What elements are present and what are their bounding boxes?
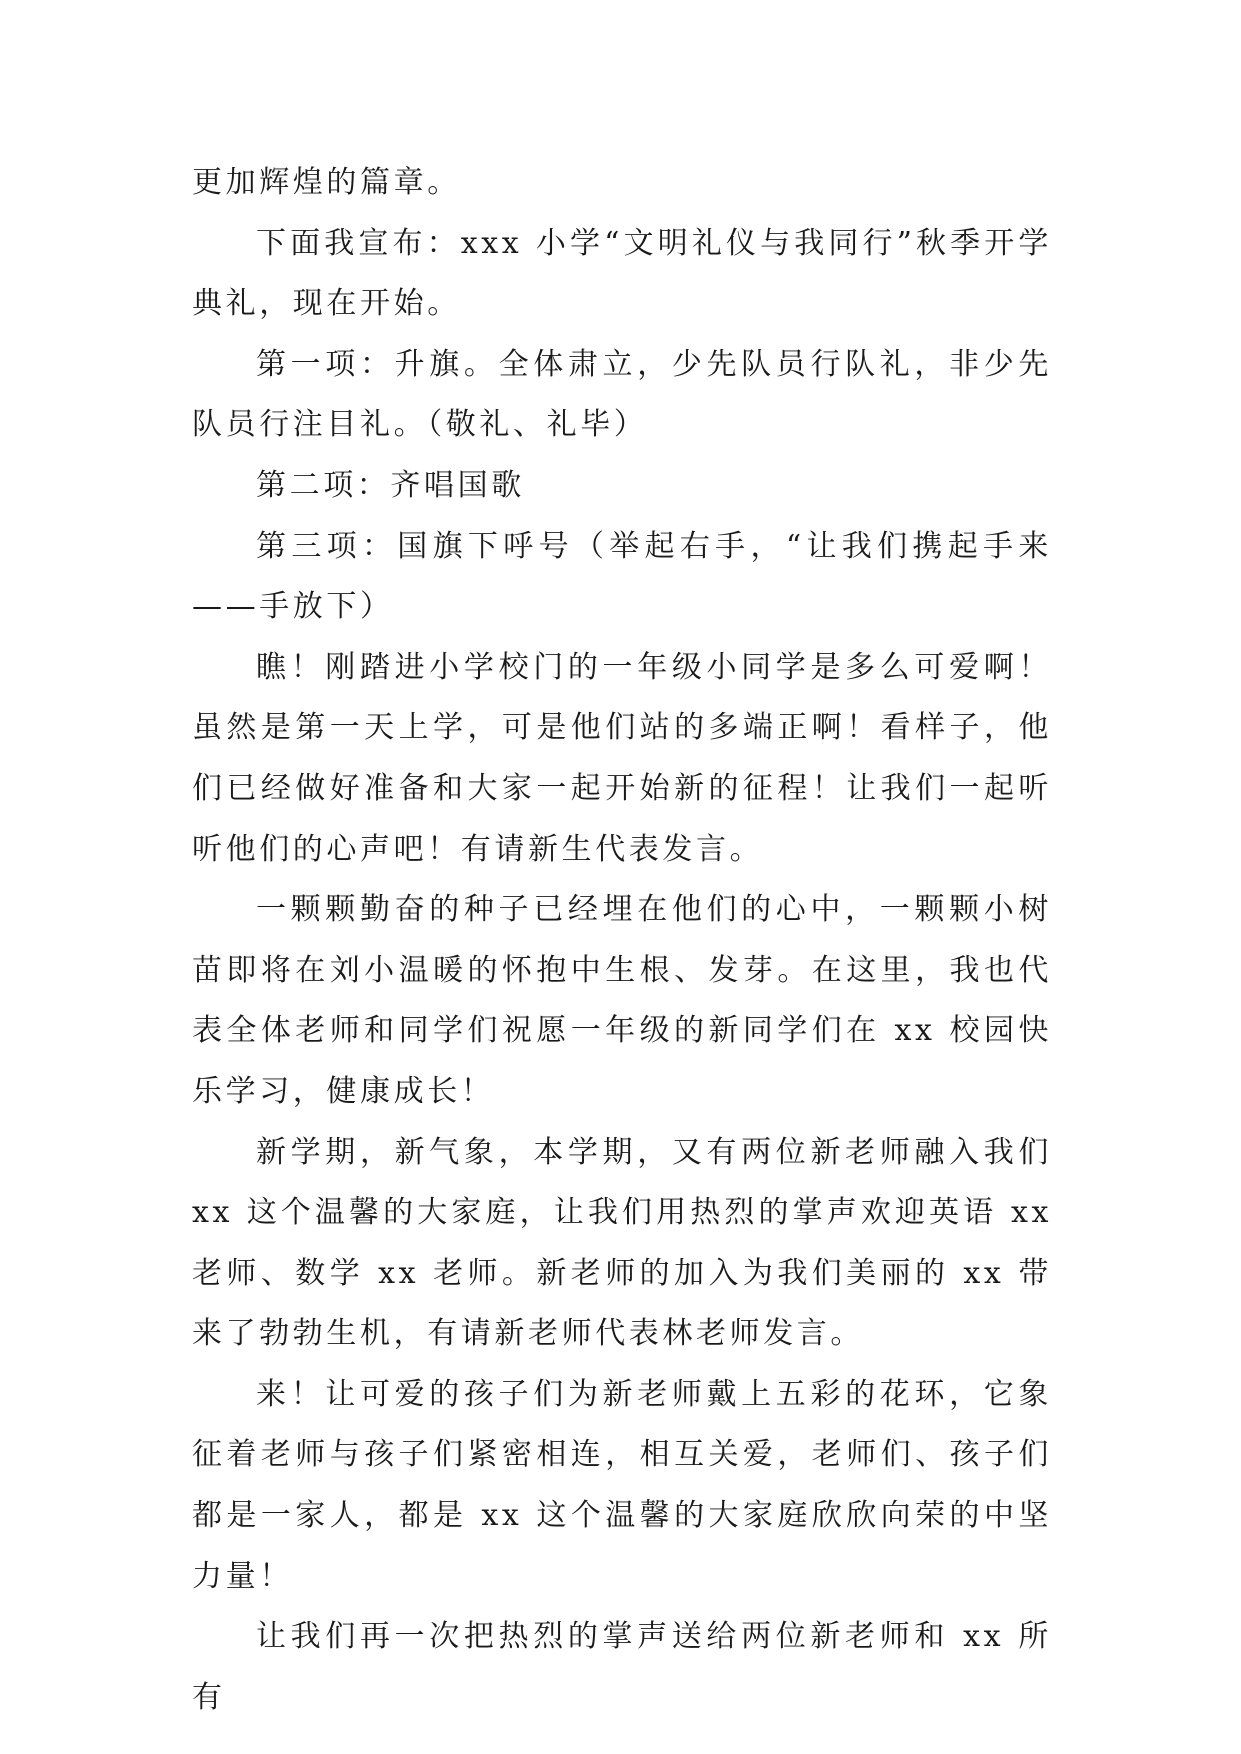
paragraph: 让我们再一次把热烈的掌声送给两位新老师和 xx 所有: [192, 1619, 1052, 1715]
paragraph: 第三项：国旗下呼号（举起右手，“让我们携起手来——手放下）: [192, 528, 1052, 625]
paragraph: 第一项：升旗。全体肃立，少先队员行队礼，非少先队员行注目礼。（敬礼、礼毕）: [192, 346, 1052, 443]
paragraph: 新学期，新气象，本学期，又有两位新老师融入我们 xx 这个温馨的大家庭，让我们用热烈的掌声欢迎英语 xx 老师、数学 xx 老师。新老师的加入为我们美丽的 xx 带来了勃勃生机，有请新老师代表林老师发言。: [192, 1134, 1052, 1352]
paragraph: 更加辉煌的篇章。: [192, 165, 461, 200]
paragraph: 下面我宣布：xxx 小学“文明礼仪与我同行”秋季开学典礼，现在开始。: [192, 225, 1052, 322]
paragraph: 来！让可爱的孩子们为新老师戴上五彩的花环，它象征着老师与孩子们紧密相连，相互关爱，老师们、孩子们都是一家人，都是 xx 这个温馨的大家庭欣欣向荣的中坚力量！: [192, 1376, 1052, 1594]
paragraph: 第二项：齐唱国歌: [256, 467, 525, 503]
document-body: [192, 153, 1052, 1728]
paragraph: 一颗颗勤奋的种子已经埋在他们的心中，一颗颗小树苗即将在刘小温暖的怀抱中生根、发芽。在这里，我也代表全体老师和同学们祝愿一年级的新同学们在 xx 校园快乐学习，健康成长！: [192, 892, 1052, 1109]
paragraph: 瞧！刚踏进小学校门的一年级小同学是多么可爱啊！虽然是第一天上学，可是他们站的多端正啊！看样子，他们已经做好准备和大家一起开始新的征程！让我们一起听听他们的心声吧！有请新生代表发言。: [192, 649, 1052, 867]
